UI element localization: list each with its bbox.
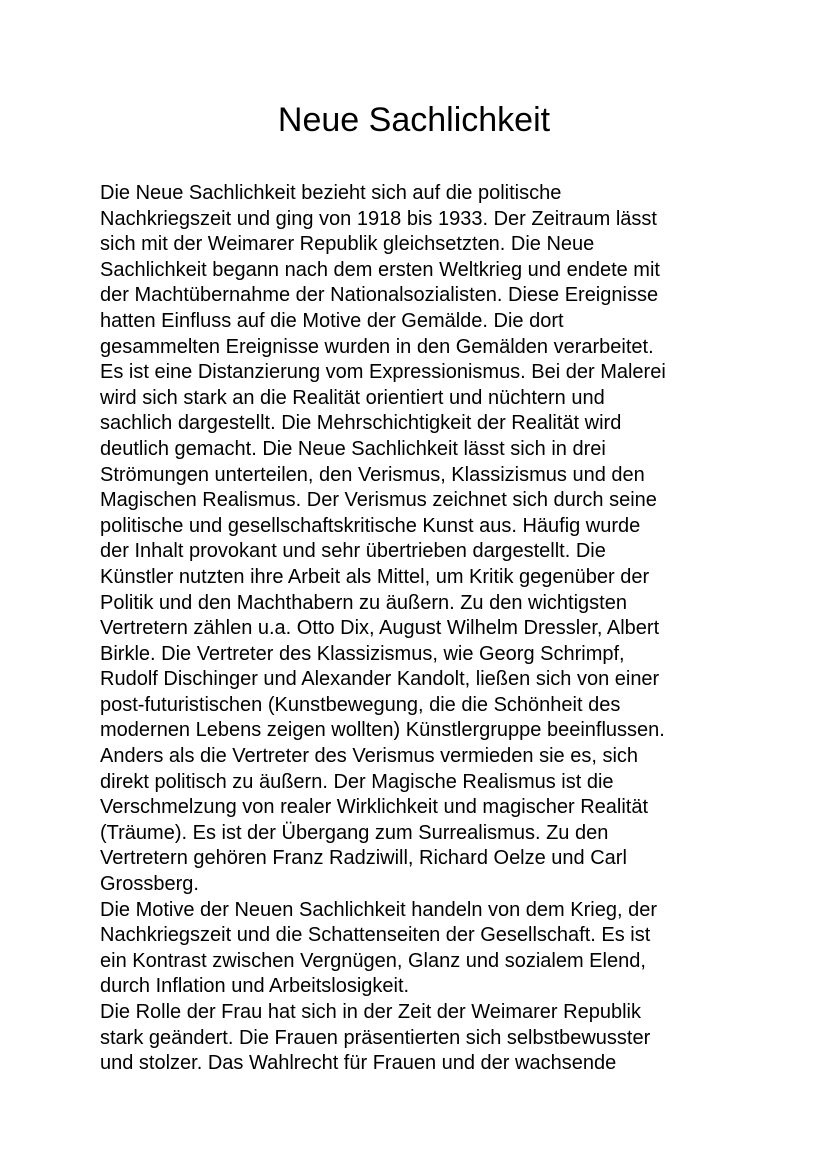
text-line: Politik und den Machthabern zu äußern. Zu den wichtigsten: [100, 591, 627, 614]
text-line: Vertretern gehören Franz Radziwill, Richard Oelze und Carl: [100, 847, 627, 870]
text-line: deutlich gemacht. Die Neue Sachlichkeit lässt sich in drei: [100, 437, 606, 460]
text-line: Strömungen unterteilen, den Verismus, Klassizismus und den: [100, 463, 645, 486]
body-text: [100, 181, 740, 1077]
text-line: Nachkriegszeit und ging von 1918 bis 1933. Der Zeitraum lässt: [100, 207, 657, 230]
text-line: Künstler nutzten ihre Arbeit als Mittel, um Kritik gegenüber der: [100, 565, 650, 588]
text-line: Vertretern zählen u.a. Otto Dix, August Wilhelm Dressler, Albert: [100, 617, 660, 640]
text-line: Die Motive der Neuen Sachlichkeit handeln von dem Krieg, der: [100, 898, 657, 921]
text-line: stark geändert. Die Frauen präsentierten sich selbstbewusster: [100, 1026, 651, 1049]
text-line: Anders als die Vertreter des Verismus vermieden sie es, sich: [100, 745, 639, 768]
text-line: ein Kontrast zwischen Vergnügen, Glanz und sozialem Elend,: [100, 949, 646, 972]
text-line: und stolzer. Das Wahlrecht für Frauen und der wachsende: [100, 1052, 617, 1075]
text-line: Birkle. Die Vertreter des Klassizismus, wie Georg Schrimpf,: [100, 642, 625, 665]
text-line: Die Rolle der Frau hat sich in der Zeit der Weimarer Republik: [100, 1001, 641, 1023]
text-line: Sachlichkeit begann nach dem ersten Weltkrieg und endete mit: [100, 258, 660, 281]
text-line: post-futuristischen (Kunstbewegung, die die Schönheit des: [100, 693, 621, 716]
text-line: politische und gesellschaftskritische Kunst aus. Häufig wurde: [100, 514, 641, 537]
text-line: Nachkriegszeit und die Schattenseiten der Gesellschaft. Es ist: [100, 924, 651, 947]
text-line: wird sich stark an die Realität orientiert und nüchtern und: [100, 386, 605, 409]
text-line: sich mit der Weimarer Republik gleichsetzten. Die Neue: [100, 233, 595, 256]
text-line: (Träume). Es ist der Übergang zum Surrealismus. Zu den: [100, 821, 609, 844]
text-line: der Inhalt provokant und sehr übertrieben dargestellt. Die: [100, 540, 606, 563]
text-line: Magischen Realismus. Der Verismus zeichnet sich durch seine: [100, 489, 657, 512]
text-line: hatten Einfluss auf die Motive der Gemälde. Die dort: [100, 309, 564, 332]
text-line: Rudolf Dischinger und Alexander Kandolt, ließen sich von einer: [100, 668, 660, 691]
text-line: direkt politisch zu äußern. Der Magische Realismus ist die: [100, 770, 614, 793]
text-line: Es ist eine Distanzierung vom Expressionismus. Bei der Malerei: [100, 361, 666, 384]
page-title: Neue Sachlichkeit: [277, 101, 551, 139]
text-line: modernen Lebens zeigen wollten) Künstlergruppe beeinflussen.: [100, 719, 665, 742]
text-line: Grossberg.: [100, 873, 199, 896]
text-line: der Machtübernahme der Nationalsozialisten. Diese Ereignisse: [100, 284, 659, 307]
text-line: durch Inflation und Arbeitslosigkeit.: [100, 975, 410, 998]
text-line: Die Neue Sachlichkeit bezieht sich auf die politische: [100, 182, 562, 204]
text-line: gesammelten Ereignisse wurden in den Gemälden verarbeitet.: [100, 335, 654, 358]
text-line: Verschmelzung von realer Wirklichkeit und magischer Realität: [100, 796, 649, 819]
text-line: sachlich dargestellt. Die Mehrschichtigkeit der Realität wird: [100, 412, 622, 435]
